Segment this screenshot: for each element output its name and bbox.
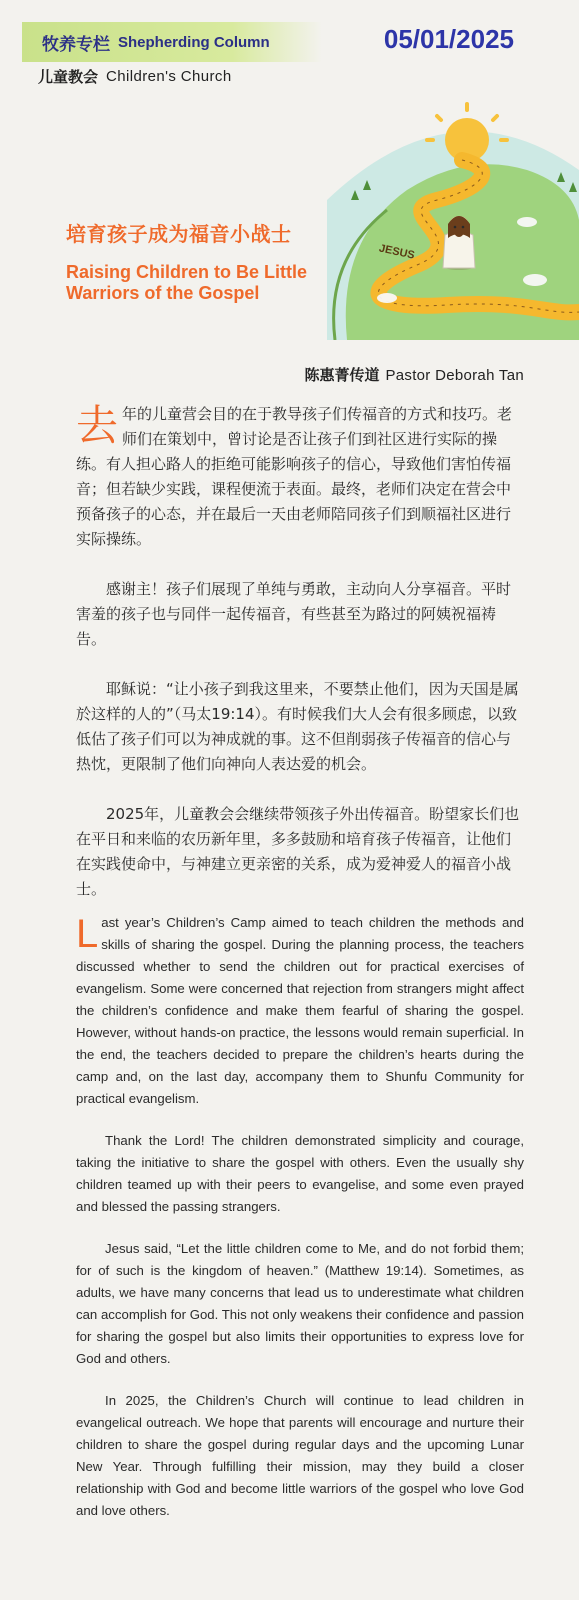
section-label xyxy=(38,66,232,87)
paragraph-en-4: In 2025, the Children’s Church will continue to lead children in evangelical outreach. We hope that parents will encourage and nurture their children to share the gospel during regular days and the upcoming Lunar New Year. Through fulfilling their mission, may they build a closer relationship with God and become little warriors of the gospel who love God and love others. xyxy=(76,1393,524,1518)
road-label: JESUS xyxy=(377,242,416,262)
column-title-en: Shepherding Column xyxy=(118,33,270,51)
article-author xyxy=(304,364,524,385)
paragraph-cn-2: 感谢主！孩子们展现了单纯与勇敢，主动向人分享福音。平时害羞的孩子也与同伴一起传福音，有些甚至为路过的阿姨祝福祷告。 xyxy=(76,580,512,648)
paragraph-en-1-text: ast year’s Children’s Camp aimed to teach children the methods and skills of sharing the gospel. During the planning process, the teachers discussed whether to send the children out for practical exercises of evangelism. Some were concerned that rejection from strangers might affect the children’s confidence and make them fearful of sharing the gospel. However, without hands-on practice, the lessons would remain superficial. In the end, the teachers decided to prepare the children’s hearts during the camp and, on the last day, accompany them to Shunfu Community for practical evangelism. xyxy=(76,915,524,1106)
article-title-cn: 培育孩子成为福音小战士 xyxy=(66,222,292,246)
paragraph-cn-4: 2025年，儿童教会会继续带领孩子外出传福音。盼望家长们也在平日和来临的农历新年里，多多鼓励和培育孩子传福音，让他们在实践使命中，与神建立更亲密的关系，成为爱神爱人的福音小战士。 xyxy=(76,805,520,898)
article-body-en xyxy=(76,912,524,1542)
article-title-en: Raising Children to Be Little Warriors of the Gospel xyxy=(66,262,308,303)
column-header xyxy=(22,22,570,62)
paragraph-en-2: Thank the Lord! The children demonstrated simplicity and courage, taking the initiative to share the gospel with others. Even the usually shy children teamed up with their peers to evangelise, and some even prayed and blessed the passing strangers. xyxy=(76,1133,524,1214)
author-name-en: Pastor Deborah Tan xyxy=(385,367,524,384)
section-name-cn: 儿童教会 xyxy=(38,68,99,86)
article-body-cn xyxy=(76,402,524,927)
paragraph-cn-3: 耶稣说：“让小孩子到我这里来，不要禁止他们，因为天国是属於这样的人的”（马太19:14）。有时候我们大人会有很多顾虑，以致低估了孩子们可以为神成就的事。这不但削弱孩子传福音的信心与热忱，更限制了他们向神向人表达爱的机会。 xyxy=(76,680,519,773)
paragraph-cn-1 xyxy=(76,402,524,552)
issue-date: 05/01/2025 xyxy=(383,24,514,54)
dropcap-cn: 去 xyxy=(76,401,119,450)
paragraph-en-1 xyxy=(76,912,524,1110)
jesus-path-illustration xyxy=(327,90,579,340)
author-name-cn: 陈惠菁传道 xyxy=(304,366,380,384)
column-title-cn: 牧养专栏 xyxy=(42,34,110,55)
paragraph-en-3: Jesus said, “Let the little children come to Me, and do not forbid them; for of such is the kingdom of heaven.” (Matthew 19:14). Sometimes, as adults, we have many concerns that lead us to underestimate what children can accomplish for God. This not only weakens their confidence and passion for sharing the gospel but also limits their opportunities to express love for God and others. xyxy=(76,1241,524,1366)
section-name-en: Children's Church xyxy=(106,68,232,85)
paragraph-cn-1-text: 年的儿童营会目的在于教导孩子们传福音的方式和技巧。老师们在策划中，曾讨论是否让孩子们到社区进行实际的操练。有人担心路人的拒绝可能影响孩子的信心，导致他们害怕传福音；但若缺少实践，课程便流于表面。最终，老师们决定在营会中预备孩子的心态，并在最后一天由老师陪同孩子们到顺福社区进行实际操练。 xyxy=(76,405,513,548)
column-label-band xyxy=(22,22,322,62)
dropcap-en: L xyxy=(76,912,99,956)
